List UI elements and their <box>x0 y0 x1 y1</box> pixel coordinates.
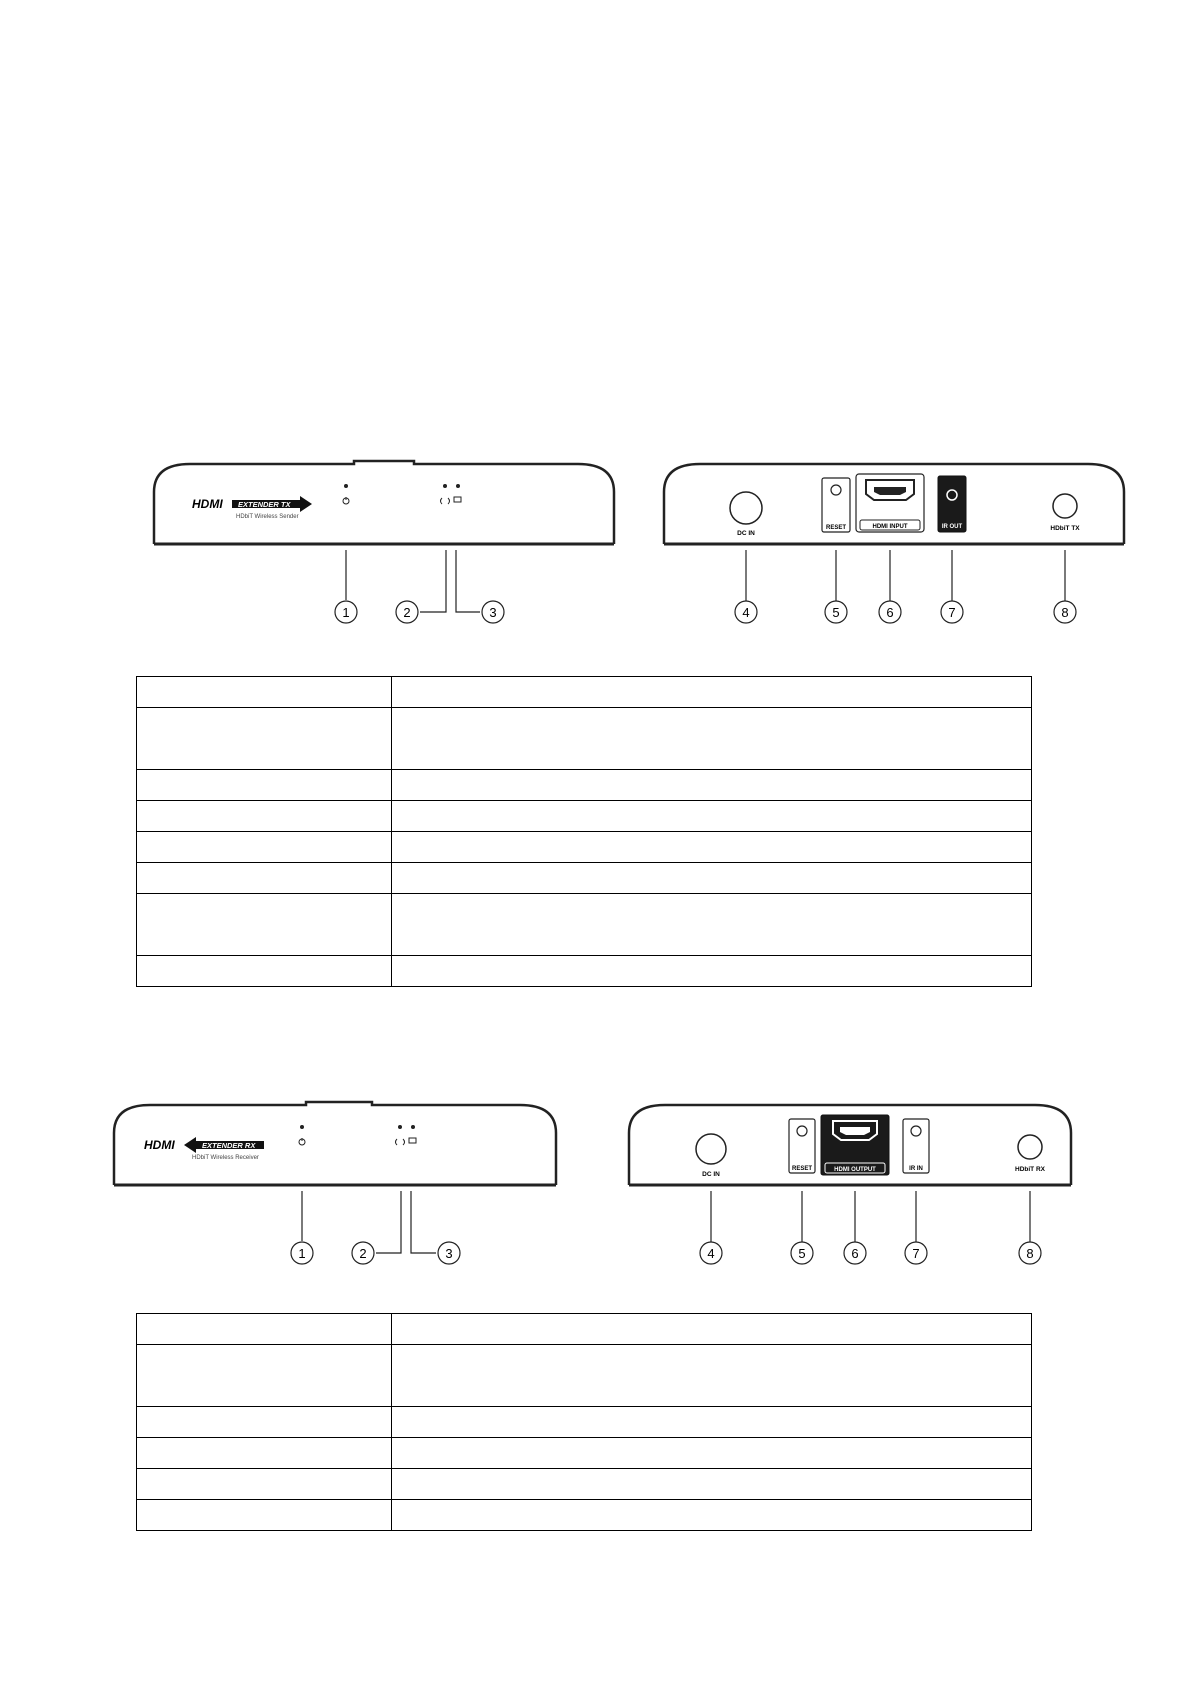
dc-in-jack <box>696 1134 726 1164</box>
reset-button <box>797 1126 807 1136</box>
tx-spec-table <box>136 676 1032 987</box>
dc-in-jack <box>730 492 762 524</box>
reset-label: RESET <box>791 1166 813 1172</box>
svg-text:2: 2 <box>359 1246 367 1261</box>
link-led <box>398 1125 402 1129</box>
rx-rear-panel <box>625 1101 1105 1281</box>
tx-rear-panel <box>660 460 1140 640</box>
callout-8 <box>1054 601 1076 623</box>
callout-8 <box>1019 1242 1041 1264</box>
callout-5 <box>825 601 847 623</box>
ir-label: IR IN <box>909 1166 923 1172</box>
svg-text:5: 5 <box>798 1246 806 1261</box>
table-row <box>137 832 1032 863</box>
svg-text:6: 6 <box>851 1246 859 1261</box>
hdmi-logo <box>144 1137 264 1161</box>
svg-text:5: 5 <box>832 605 840 620</box>
power-led <box>344 484 348 488</box>
monitor-icon <box>409 1138 416 1143</box>
hdmi-label: HDMI OUTPUT <box>834 1167 876 1173</box>
svg-text:1: 1 <box>342 605 350 620</box>
table-row <box>137 956 1032 987</box>
ir-in-jack <box>911 1126 921 1136</box>
svg-text:7: 7 <box>948 605 956 620</box>
table-row <box>137 1345 1032 1407</box>
power-icon <box>343 497 349 504</box>
svg-text:8: 8 <box>1026 1246 1034 1261</box>
table-row <box>137 863 1032 894</box>
rx-front-panel <box>110 1101 590 1281</box>
svg-text:4: 4 <box>707 1246 715 1261</box>
table-row <box>137 801 1032 832</box>
model-tag: EXTENDER RX <box>202 1141 256 1150</box>
model-subtitle: HDbiT Wireless Sender <box>236 514 299 520</box>
callout-6 <box>844 1242 866 1264</box>
svg-text:3: 3 <box>489 605 497 620</box>
table-row <box>137 1469 1032 1500</box>
model-subtitle: HDbiT Wireless Receiver <box>192 1155 259 1161</box>
svg-text:8: 8 <box>1061 605 1069 620</box>
hdbit-label: HDbiT TX <box>1050 525 1080 532</box>
power-icon <box>299 1138 305 1145</box>
table-row <box>137 1314 1032 1345</box>
monitor-icon <box>454 497 461 502</box>
hdmi-label: HDMI INPUT <box>872 524 908 530</box>
svg-text:7: 7 <box>912 1246 920 1261</box>
callout-2 <box>396 601 418 623</box>
svg-text:3: 3 <box>445 1246 453 1261</box>
table-row <box>137 894 1032 956</box>
svg-text:4: 4 <box>742 605 750 620</box>
callout-7 <box>941 601 963 623</box>
antenna-connector <box>1053 494 1077 518</box>
table-row <box>137 770 1032 801</box>
brand-word: HDMI <box>144 1138 175 1152</box>
ir-label: IR OUT <box>941 524 963 530</box>
table-row <box>137 677 1032 708</box>
callout-3 <box>482 601 504 623</box>
reset-label: RESET <box>825 525 847 531</box>
svg-text:6: 6 <box>886 605 894 620</box>
power-led <box>300 1125 304 1129</box>
svg-text:2: 2 <box>403 605 411 620</box>
callout-4 <box>735 601 757 623</box>
callout-1 <box>291 1242 313 1264</box>
tx-front-panel <box>150 460 630 640</box>
table-row <box>137 708 1032 770</box>
hdbit-label: HDbiT RX <box>1015 1166 1045 1173</box>
hdmi-logo <box>192 496 312 520</box>
table-row <box>137 1407 1032 1438</box>
callout-7 <box>905 1242 927 1264</box>
callout-6 <box>879 601 901 623</box>
hdmi-led <box>456 484 460 488</box>
antenna-connector <box>1018 1135 1042 1159</box>
callout-3 <box>438 1242 460 1264</box>
dc-in-label: DC IN <box>737 530 755 537</box>
table-row <box>137 1500 1032 1531</box>
callout-4 <box>700 1242 722 1264</box>
callout-2 <box>352 1242 374 1264</box>
hdmi-led <box>411 1125 415 1129</box>
dc-in-label: DC IN <box>702 1171 720 1178</box>
svg-text:1: 1 <box>298 1246 306 1261</box>
reset-button <box>831 485 841 495</box>
callout-1 <box>335 601 357 623</box>
brand-word: HDMI <box>192 497 223 511</box>
table-row <box>137 1438 1032 1469</box>
rx-spec-table <box>136 1313 1032 1531</box>
model-tag: EXTENDER TX <box>238 500 291 509</box>
link-led <box>443 484 447 488</box>
link-icon <box>441 498 450 504</box>
callout-5 <box>791 1242 813 1264</box>
link-icon <box>396 1139 405 1145</box>
